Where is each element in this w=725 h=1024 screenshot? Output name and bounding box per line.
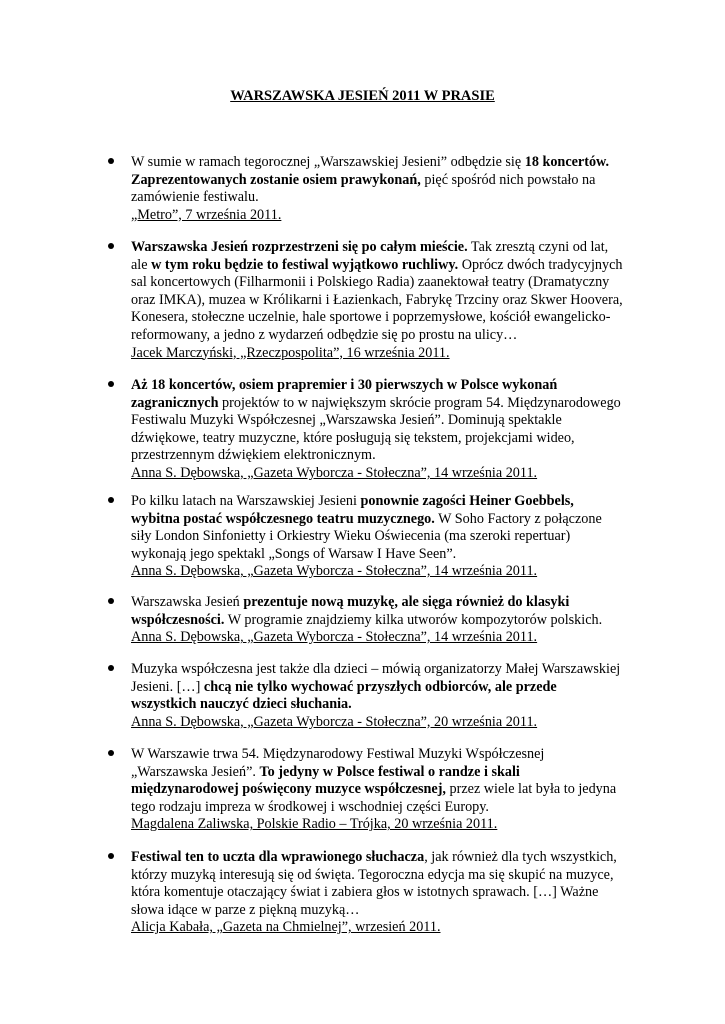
quote-part: , jak również dla tych wszystkich, którzy muzyką interesują się od święta. Tegoroczna edycja ma się skupić na muzyce, która komentuje otaczający świat i zabiera głos w istotnych sprawach. […] Ważne słowa idące w parze z piękną muzyką… (131, 849, 617, 918)
quote-source: Alicja Kabała, „Gazeta na Chmielnej”, wrzesień 2011. (131, 919, 441, 936)
quote-text (131, 154, 609, 205)
quote-part: ponownie zagości Heiner Goebbels, wybitna postać współczesnego teatru muzycznego. (131, 493, 574, 527)
press-quote (131, 746, 637, 834)
quote-source: Magdalena Zaliwska, Polskie Radio – Trójka, 20 września 2011. (131, 816, 498, 833)
bullet-icon (108, 497, 114, 503)
press-quote (131, 239, 637, 362)
quote-part: 18 koncertów. Zaprezentowanych zostanie osiem prawykonań, (131, 154, 610, 188)
quote-source: Anna S. Dębowska, „Gazeta Wyborcza - Stołeczna”, 14 września 2011. (131, 563, 538, 580)
quote-part: pięć spośród nich powstało na zamówienie festiwalu. (131, 171, 596, 206)
bullet-icon (108, 665, 114, 671)
quote-part: przez wiele lat była to jedyna tego rodzaju impreza w środkowej i wschodniej części Europy. (131, 781, 617, 815)
press-quote (131, 661, 637, 731)
quote-text (131, 849, 617, 918)
press-quote (131, 377, 637, 483)
quote-source: Anna S. Dębowska, „Gazeta Wyborcza - Stołeczna”, 20 września 2011. (131, 713, 538, 730)
bullet-icon (108, 853, 114, 859)
quote-part: To jedyny w Polsce festiwal o randze i skali międzynarodowej poświęcony muzyce współczesnej, (131, 763, 520, 798)
quote-text (131, 493, 602, 562)
press-quote (131, 493, 637, 581)
quote-part: chcą nie tylko wychować przyszłych odbiorców, ale przede wszystkich nauczyć dzieci słuchania. (131, 678, 557, 713)
quote-part: W Warszawie trwa 54. Międzynarodowy Festiwal Muzyki Współczesnej „Warszawska Jesień”. (131, 746, 545, 780)
quote-part: W programie znajdziemy kilka utworów kompozytorów polskich. (224, 611, 603, 628)
quote-part: Warszawska Jesień (131, 594, 244, 610)
quote-part: Warszawska Jesień rozprzestrzeni się po całym mieście. (131, 239, 468, 255)
page-title: WARSZAWSKA JESIEŃ 2011 W PRASIE (230, 88, 495, 104)
quote-source: Jacek Marczyński, „Rzeczpospolita”, 16 września 2011. (131, 344, 450, 361)
press-quote (131, 594, 637, 647)
bullet-icon (108, 243, 114, 249)
quote-part: w tym roku będzie to festiwal wyjątkowo ruchliwy. (151, 256, 459, 273)
quote-source: Anna S. Dębowska, „Gazeta Wyborcza - Stołeczna”, 14 września 2011. (131, 464, 538, 481)
quote-text (131, 746, 616, 815)
quote-part: W Soho Factory z połączone siły London Sinfonietty i Orkiestry Wieku Oświecenia (ma szeroki repertuar) wykonają jego spektakl „Songs of Warsaw I Have Seen”. (131, 510, 602, 562)
bullet-icon (108, 381, 114, 387)
quote-part: prezentuje nową muzykę, ale sięga również do klasyki współczesności. (131, 594, 570, 628)
quote-part: W sumie w ramach tegorocznej „Warszawskiej Jesieni” odbędzie się (131, 154, 525, 170)
quote-part: projektów to w największym skrócie program 54. Międzynarodowego Festiwalu Muzyki Współczesnej „Warszawska Jesień”. Dominują spektakle dźwiękowe, teatry muzyczne, które posługują się tekstem, projekcjami wideo, przestrzennym dźwiękiem elektronicznym. (131, 394, 621, 464)
quote-source: „Metro”, 7 września 2011. (131, 206, 282, 223)
press-quote (131, 849, 637, 937)
quote-part: Aż 18 koncertów, osiem prapremier i 30 pierwszych w Polsce wykonań zagranicznych (131, 377, 558, 411)
quote-text (131, 594, 602, 628)
quote-part: Festiwal ten to uczta dla wprawionego słuchacza (131, 849, 425, 865)
quote-source: Anna S. Dębowska, „Gazeta Wyborcza - Stołeczna”, 14 września 2011. (131, 629, 538, 646)
quote-part: Muzyka współczesna jest także dla dzieci – mówią organizatorzy Małej Warszawskiej Jesieni. […] (131, 661, 621, 695)
quote-text (131, 661, 620, 712)
quote-part: Po kilku latach na Warszawskiej Jesieni (131, 493, 361, 509)
press-quote (131, 154, 637, 224)
quote-part: Tak zresztą czyni od lat, ale (131, 239, 609, 273)
quote-part: Oprócz dwóch tradycyjnych sal koncertowych (Filharmonii i Polskiego Radia) zaanektował teatry (Dramatyczny oraz IMKA), muzea w Królikarni i Łazienkach, Fabrykę Trzciny oraz Skwer Hoovera, Konesera, stołeczne uczelnie, hale sportowe i poprzemysłowe, kościół ewangelicko- reformowany, a jedno z wydarzeń odbędzie się po prostu na ulicy… (131, 256, 623, 343)
quote-text (131, 377, 621, 463)
bullet-icon (108, 750, 114, 756)
bullet-icon (108, 158, 114, 164)
bullet-icon (108, 598, 114, 604)
quote-text (131, 239, 623, 343)
